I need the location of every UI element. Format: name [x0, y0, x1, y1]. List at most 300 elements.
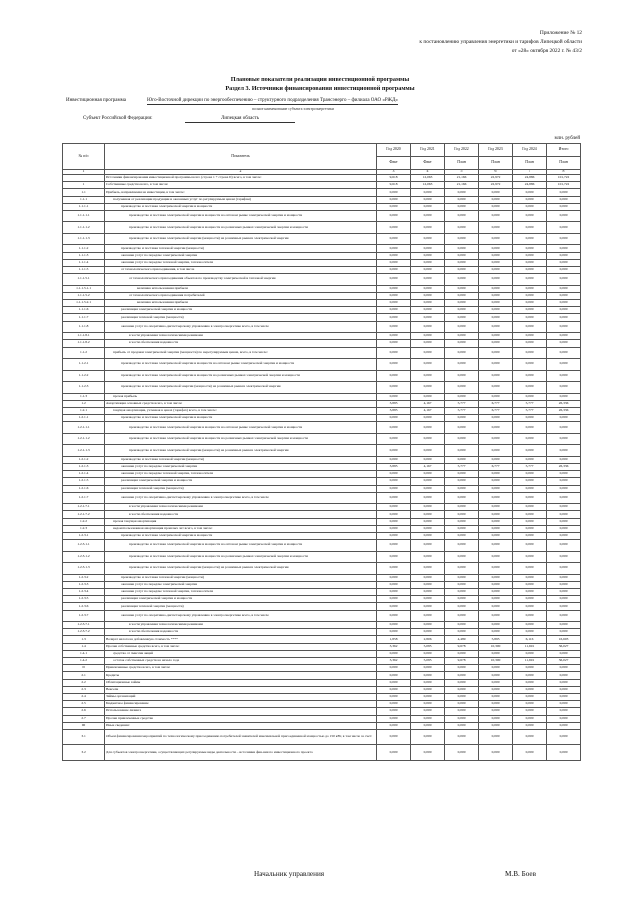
row-value: 0,000: [377, 693, 411, 700]
row-value: 0,000: [513, 722, 547, 729]
row-value: 0,000: [377, 551, 411, 563]
row-value: 0,000: [411, 708, 445, 715]
row-value: 0,000: [377, 525, 411, 532]
row-description: реализация тепловой энергии (мощности): [105, 485, 377, 492]
row-value: 0,000: [547, 245, 581, 252]
row-value: 0,000: [547, 504, 581, 511]
row-value: 0,000: [445, 629, 479, 636]
row-value: 0,000: [547, 471, 581, 478]
row-number: 1.2.3.7: [63, 610, 105, 622]
row-value: 0,000: [377, 415, 411, 422]
row-value: 0,000: [513, 478, 547, 485]
row-value: 36,027: [547, 643, 581, 650]
row-value: 0,000: [513, 715, 547, 722]
row-value: 0,000: [377, 300, 411, 307]
row-value: 0,000: [479, 492, 513, 504]
row-number: 1.2.3.1.1: [63, 540, 105, 552]
row-value: 0,000: [479, 518, 513, 525]
row-description: средства от эмиссии акций: [105, 650, 377, 657]
region-value: Липецкая область: [185, 116, 295, 123]
row-value: 0,000: [513, 210, 547, 222]
row-number: 1.2.3.6: [63, 603, 105, 610]
row-value: 0,000: [479, 672, 513, 679]
row-number: 1.3: [63, 636, 105, 643]
row-value: 0,000: [479, 504, 513, 511]
row-value: 0,000: [513, 340, 547, 347]
row-value: 0,000: [445, 722, 479, 729]
row-description: реализация тепловой энергии (мощности): [105, 603, 377, 610]
row-value: 0,000: [479, 274, 513, 286]
row-value: 0,000: [479, 433, 513, 445]
row-description: производство и поставка электрической энергии и мощности на розничных рынках электрической энергии и мощности: [105, 370, 377, 382]
program-value: [147, 98, 398, 105]
row-value: 0,000: [513, 196, 547, 203]
row-value: 21,166: [445, 182, 479, 189]
row-number: 1.1.1.5.2: [63, 292, 105, 299]
row-value: 0,000: [445, 715, 479, 722]
table-row: [63, 203, 581, 210]
row-value: 0,000: [547, 672, 581, 679]
row-value: 6,777: [479, 407, 513, 414]
row-value: 0,000: [411, 333, 445, 340]
row-description: производство и поставка электрической энергии и мощности: [105, 532, 377, 539]
row-value: 0,000: [411, 629, 445, 636]
row-number: 1.2.3.1.3: [63, 563, 105, 575]
table-row: [63, 196, 581, 203]
row-description: Прочие собственные средства всего, в том числе:: [105, 643, 377, 650]
row-value: 0,000: [479, 333, 513, 340]
row-description: производство и поставка электрической энергии и мощности на розничных рынках электрической энергии и мощности: [105, 222, 377, 234]
row-value: 0,000: [377, 445, 411, 457]
row-number: 1.4.2: [63, 658, 105, 665]
row-value: 0,000: [445, 686, 479, 693]
row-description: Собственные средства всего, в том числе:: [105, 182, 377, 189]
row-value: 0,000: [547, 210, 581, 222]
row-value: 0,000: [479, 340, 513, 347]
row-description: оказание услуг по оперативно-диспетчерскому управлению в электроэнергетике всего, в том числе: [105, 492, 377, 504]
row-value: 0,000: [513, 307, 547, 314]
table-row: [63, 415, 581, 422]
row-value: 0,000: [547, 333, 581, 340]
table-row: [63, 333, 581, 340]
document-header: [262, 29, 582, 56]
row-value: 0,000: [513, 693, 547, 700]
row-value: 0,000: [411, 551, 445, 563]
table-row: [63, 285, 581, 292]
col-num-header: № п/п: [63, 144, 105, 170]
row-value: 0,000: [513, 382, 547, 394]
row-value: 0,000: [411, 650, 445, 657]
row-number: 1.2.3.5: [63, 596, 105, 603]
row-number: 1.4.1: [63, 650, 105, 657]
table-row: [63, 274, 581, 286]
region-label: Субъект Российской Федерации:: [83, 116, 153, 121]
row-description: оказание услуг по оперативно-диспетчерскому управлению в электроэнергетике всего, в том числе: [105, 610, 377, 622]
row-description: в части обеспечения надежности: [105, 511, 377, 518]
row-value: 0,000: [513, 370, 547, 382]
row-description: производство и поставка тепловой энергии (мощности): [105, 574, 377, 581]
row-value: 0,000: [513, 422, 547, 434]
row-value: 0,000: [547, 274, 581, 286]
row-value: 10,300: [479, 643, 513, 650]
row-value: 0,000: [513, 708, 547, 715]
row-value: 0,000: [479, 540, 513, 552]
row-description: Амортизация основных средств всего, в том числе:: [105, 400, 377, 407]
row-value: 4,167: [411, 400, 445, 407]
row-value: 0,000: [377, 504, 411, 511]
row-value: 0,000: [411, 540, 445, 552]
table-row: [63, 189, 581, 196]
row-value: 0,000: [377, 622, 411, 629]
row-number: 1.1.1.1.1: [63, 210, 105, 222]
row-description: от технологического присоединения, в том числе: [105, 267, 377, 274]
row-value: 0,000: [377, 259, 411, 266]
row-value: 0,000: [547, 307, 581, 314]
row-value: 0,000: [479, 393, 513, 400]
row-value: 0,000: [445, 285, 479, 292]
col-kind-header: План: [479, 157, 513, 170]
table-row: [63, 471, 581, 478]
row-value: 0,000: [547, 422, 581, 434]
row-number: 1.2.1.1.3: [63, 445, 105, 457]
row-value: 0,000: [547, 563, 581, 575]
row-value: 5,777: [445, 463, 479, 470]
row-value: 0,000: [479, 321, 513, 333]
row-value: 0,000: [411, 307, 445, 314]
row-value: 0,000: [547, 679, 581, 686]
table-row: [63, 722, 581, 729]
row-value: 0,000: [479, 563, 513, 575]
row-value: 0,000: [479, 245, 513, 252]
financing-table: [62, 143, 581, 761]
row-value: 0,000: [445, 196, 479, 203]
row-value: 0,000: [411, 415, 445, 422]
row-description: текущая амортизация, учтенная в ценах (тарифах) всего, в том числе:: [105, 407, 377, 414]
row-value: 0,000: [377, 285, 411, 292]
row-value: 0,000: [377, 603, 411, 610]
col-kind-header: План: [445, 157, 479, 170]
table-row: [63, 314, 581, 321]
row-description: оказание услуг по передаче тепловой энергии, теплоносителя: [105, 259, 377, 266]
row-value: 0,000: [547, 359, 581, 371]
row-value: 0,000: [377, 492, 411, 504]
row-value: 0,000: [411, 422, 445, 434]
table-row: [63, 463, 581, 470]
row-number: 1.2.1.1.1: [63, 422, 105, 434]
row-value: 0,000: [445, 525, 479, 532]
row-number: 1.1.3: [63, 393, 105, 400]
row-number: 1.2.3.1: [63, 532, 105, 539]
row-value: 0,000: [479, 485, 513, 492]
table-row: [63, 525, 581, 532]
row-description: реализация электрической энергии и мощности: [105, 307, 377, 314]
row-value: 0,000: [479, 551, 513, 563]
row-value: 0,000: [411, 359, 445, 371]
row-value: 0,000: [513, 333, 547, 340]
row-value: 0,000: [377, 701, 411, 708]
row-value: 0,000: [445, 307, 479, 314]
row-value: 22,972: [479, 182, 513, 189]
row-value: 0,000: [513, 581, 547, 588]
units-label: млн. рублей: [554, 136, 580, 141]
row-value: 0,000: [513, 532, 547, 539]
table-row: [63, 729, 581, 745]
row-value: 0,000: [479, 233, 513, 245]
col-index: 4: [411, 170, 445, 175]
row-value: 0,000: [411, 596, 445, 603]
row-number: 1.1.1.1.2: [63, 222, 105, 234]
row-value: 0,000: [547, 203, 581, 210]
row-value: 0,000: [377, 292, 411, 299]
row-value: 21,166: [445, 175, 479, 182]
row-number: 1.2.3.7.2: [63, 629, 105, 636]
row-number: 1.1.1.5.1: [63, 274, 105, 286]
row-value: 0,000: [411, 233, 445, 245]
row-description: в части управления технологическими режимами: [105, 622, 377, 629]
row-value: 5,777: [513, 407, 547, 414]
row-number: 1.1.2.3: [63, 382, 105, 394]
row-value: 0,000: [377, 650, 411, 657]
row-value: 0,000: [445, 650, 479, 657]
table-row: [63, 504, 581, 511]
row-value: 0,000: [411, 672, 445, 679]
row-number: 1.2.3.3: [63, 581, 105, 588]
row-value: 36,027: [547, 658, 581, 665]
table-row: [63, 650, 581, 657]
document-title: Плановые показатели реализации инвестиционной программы: [230, 76, 410, 83]
col-kind-header: План: [513, 157, 547, 170]
row-value: 0,000: [547, 525, 581, 532]
row-value: 0,000: [445, 422, 479, 434]
row-value: 0,000: [547, 729, 581, 745]
table-row: [63, 589, 581, 596]
row-value: 0,000: [411, 722, 445, 729]
row-value: 0,000: [547, 650, 581, 657]
row-value: 0,000: [377, 274, 411, 286]
row-value: 0,000: [377, 672, 411, 679]
row-number: 1.1.1.5.2.1: [63, 300, 105, 307]
table-row: [63, 745, 581, 761]
row-value: 0,000: [479, 701, 513, 708]
row-value: 0,000: [445, 622, 479, 629]
row-value: 0,000: [377, 686, 411, 693]
row-value: 0,000: [411, 532, 445, 539]
row-value: 0,000: [445, 189, 479, 196]
row-number: 1.1.1.4: [63, 259, 105, 266]
row-value: 0,000: [513, 485, 547, 492]
row-value: 10,300: [479, 658, 513, 665]
row-value: 0,000: [445, 596, 479, 603]
row-value: 0,000: [445, 610, 479, 622]
row-value: 0,000: [513, 456, 547, 463]
row-description: реализация тепловой энергии (мощности): [105, 314, 377, 321]
row-number: 1: [63, 182, 105, 189]
row-description: Кредиты: [105, 672, 377, 679]
row-number: 2.3: [63, 686, 105, 693]
row-value: 0,000: [411, 189, 445, 196]
row-value: 0,000: [513, 285, 547, 292]
row-value: 0,000: [445, 745, 479, 761]
row-value: 0,000: [445, 210, 479, 222]
row-value: 0,000: [479, 370, 513, 382]
row-value: 0,000: [513, 222, 547, 234]
row-value: 0,000: [411, 222, 445, 234]
appendix-number: Приложение № 12: [539, 30, 582, 36]
row-number: 2.7: [63, 715, 105, 722]
row-value: 0,000: [479, 415, 513, 422]
table-row: [63, 252, 581, 259]
row-value: 0,000: [377, 347, 411, 359]
row-description: производство и поставка электрической энергии и мощности: [105, 203, 377, 210]
row-description: в части обеспечения надежности: [105, 340, 377, 347]
row-value: 0,000: [513, 492, 547, 504]
row-number: 1.2.1.5: [63, 478, 105, 485]
row-value: 0,000: [411, 340, 445, 347]
row-value: 0,000: [377, 610, 411, 622]
row-value: 0,000: [445, 581, 479, 588]
row-value: 22,972: [479, 175, 513, 182]
table-row: [63, 456, 581, 463]
row-value: 5,777: [513, 400, 547, 407]
row-description: Возврат налога на добавленную стоимость ****: [105, 636, 377, 643]
row-value: 0,000: [377, 340, 411, 347]
table-row: [63, 672, 581, 679]
row-value: 0,000: [479, 252, 513, 259]
program-caption: полное наименование субъекта электроэнергетики: [252, 107, 334, 111]
row-value: 0,000: [377, 245, 411, 252]
row-value: 0,000: [377, 729, 411, 745]
row-value: 0,000: [377, 629, 411, 636]
col-kind-header: План: [547, 157, 581, 170]
row-value: 0,000: [411, 715, 445, 722]
table-row: [63, 222, 581, 234]
row-value: 0,000: [377, 252, 411, 259]
row-value: 0,000: [445, 679, 479, 686]
row-number: 1.2.1.1.2: [63, 433, 105, 445]
row-value: 0,000: [377, 314, 411, 321]
row-value: 0,000: [547, 610, 581, 622]
row-value: 0,000: [479, 347, 513, 359]
row-description: оказание услуг по оперативно-диспетчерскому управлению в электроэнергетике всего, в том числе: [105, 321, 377, 333]
row-value: 0,000: [479, 285, 513, 292]
row-value: 3,885: [377, 400, 411, 407]
row-value: 0,000: [513, 596, 547, 603]
row-description: Иные сведения:: [105, 722, 377, 729]
row-number: 1.2.1: [63, 407, 105, 414]
row-number: 1.2.3.2: [63, 574, 105, 581]
table-row: [63, 210, 581, 222]
row-value: 0,000: [377, 382, 411, 394]
row-value: 0,000: [411, 196, 445, 203]
row-value: 0,000: [547, 252, 581, 259]
row-value: 0,000: [445, 267, 479, 274]
row-value: 2,806: [411, 636, 445, 643]
row-description: прочая прибыль: [105, 393, 377, 400]
row-value: 26,336: [547, 407, 581, 414]
row-value: 0,000: [479, 445, 513, 457]
row-value: 0,000: [411, 693, 445, 700]
row-value: 0,000: [513, 622, 547, 629]
row-value: 0,000: [547, 518, 581, 525]
row-value: 0,000: [513, 245, 547, 252]
table-row: [63, 382, 581, 394]
row-description: производство и поставка электрической энергии (мощности) на розничных рынках электрической энергии: [105, 445, 377, 457]
row-value: 0,000: [377, 596, 411, 603]
row-number: 2.6: [63, 708, 105, 715]
row-value: 0,000: [547, 285, 581, 292]
row-value: 0,000: [513, 267, 547, 274]
row-description: Вексели: [105, 686, 377, 693]
table-row: [63, 433, 581, 445]
row-value: 0,000: [547, 686, 581, 693]
row-value: 0,000: [513, 701, 547, 708]
row-number: 1.1.1.2: [63, 245, 105, 252]
row-value: 5,777: [445, 400, 479, 407]
row-value: 0,000: [411, 292, 445, 299]
table-row: [63, 686, 581, 693]
row-value: 0,000: [479, 629, 513, 636]
row-description: производство и поставка тепловой энергии (мощности): [105, 245, 377, 252]
row-value: 0,000: [479, 650, 513, 657]
row-number: 2.2: [63, 679, 105, 686]
col-index: 8: [547, 170, 581, 175]
row-value: 6,777: [479, 463, 513, 470]
row-value: 0,000: [479, 382, 513, 394]
row-value: 0,000: [445, 340, 479, 347]
row-value: 0,000: [411, 622, 445, 629]
table-body: [63, 175, 581, 761]
row-value: 0,000: [445, 540, 479, 552]
table-row: [63, 636, 581, 643]
row-value: 0,000: [411, 665, 445, 672]
row-value: 0,000: [445, 693, 479, 700]
row-number: 1.2.1.1: [63, 415, 105, 422]
table-row: [63, 175, 581, 182]
row-value: 0,000: [513, 359, 547, 371]
row-number: 1.1.1.8.2: [63, 340, 105, 347]
row-number: III: [63, 722, 105, 729]
row-value: 0,000: [547, 340, 581, 347]
row-value: 5,777: [513, 463, 547, 470]
row-value: 0,000: [411, 603, 445, 610]
row-number: 1.1.1.8: [63, 321, 105, 333]
row-value: 0,000: [479, 581, 513, 588]
row-value: 0,000: [547, 233, 581, 245]
row-value: 0,000: [513, 292, 547, 299]
row-value: 0,000: [547, 693, 581, 700]
row-value: 5,895: [479, 636, 513, 643]
table-row: [63, 400, 581, 407]
table-row: [63, 532, 581, 539]
row-description: от технологического присоединения объектов по производству электрической и тепловой энергии: [105, 274, 377, 286]
row-value: 0,000: [479, 622, 513, 629]
row-value: 0,000: [377, 359, 411, 371]
row-value: 6,116: [513, 636, 547, 643]
row-value: 0,000: [411, 245, 445, 252]
row-value: 0,000: [513, 574, 547, 581]
row-value: 0,000: [411, 563, 445, 575]
appendix-reference: к постановлению управления энергетики и тарифов Липецкой области: [419, 39, 582, 45]
row-value: 0,000: [445, 259, 479, 266]
row-value: 0,000: [377, 393, 411, 400]
row-value: 0,000: [411, 701, 445, 708]
table-row: [63, 629, 581, 636]
row-number: 1.2.1.7.2: [63, 511, 105, 518]
row-number: 1.2.1.2: [63, 456, 105, 463]
row-description: Займы организаций: [105, 693, 377, 700]
row-value: 24,886: [513, 175, 547, 182]
table-row: [63, 701, 581, 708]
